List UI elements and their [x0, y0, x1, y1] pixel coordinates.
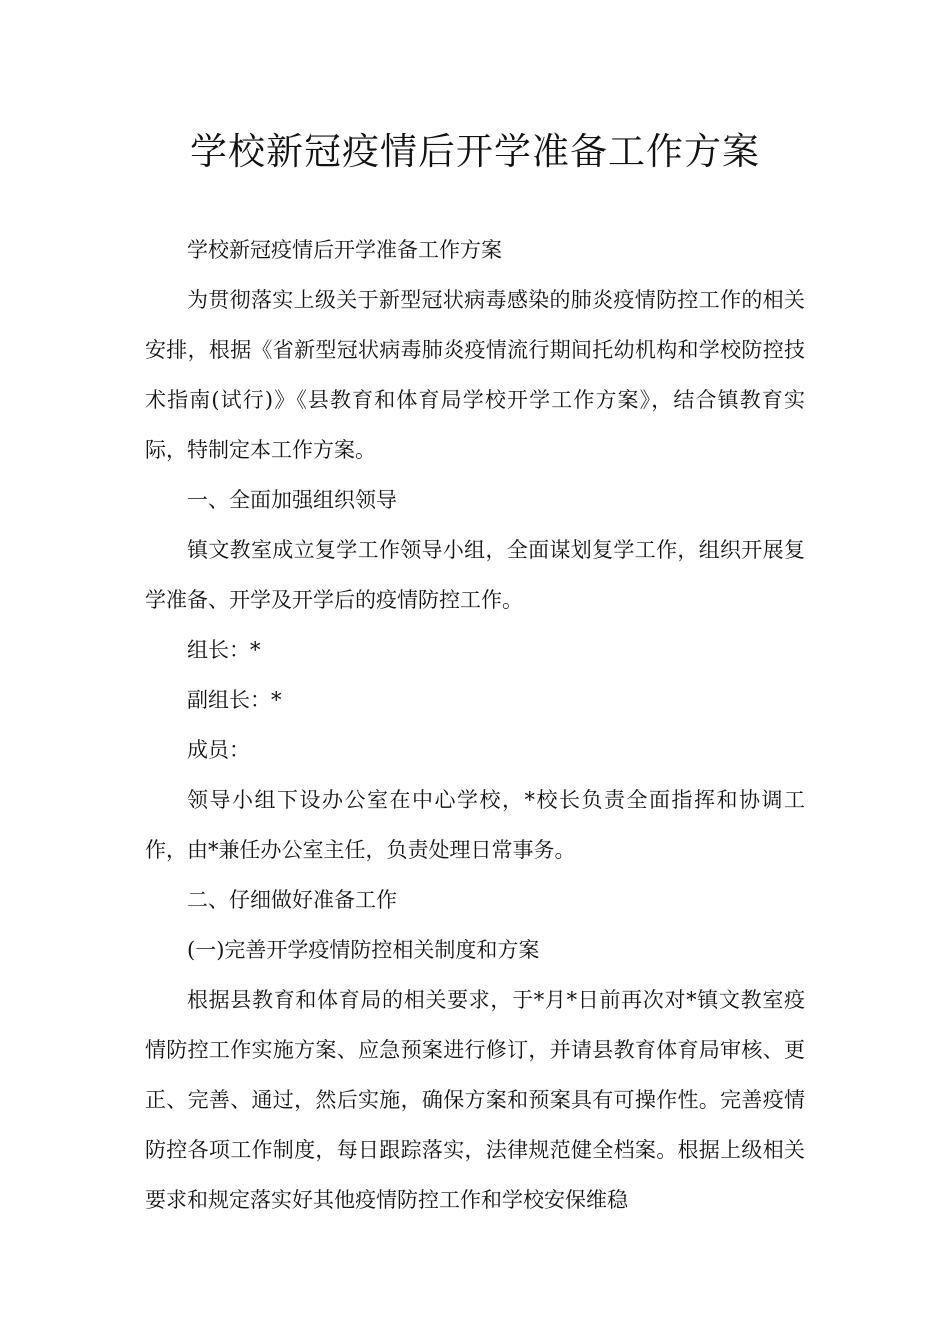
- paragraph-systems: 根据县教育和体育局的相关要求，于*月*日前再次对*镇文教室疫情防控工作实施方案、应急预案进行修订，并请县教育体育局审核、更正、完善、通过，然后实施，确保方案和预案具有可操作性。完善疫情防控各项工作制度，每日跟踪落实，法律规范健全档案。根据上级相关要求和规定落实好其他疫情防控工作和学校安保维稳: [145, 988, 805, 1212]
- section-heading-preparation: 二、仔细做好准备工作: [187, 888, 397, 912]
- document-body: [145, 225, 805, 1225]
- paragraph-office: 领导小组下设办公室在中心学校，*校长负责全面指挥和协调工作，由*兼任办公室主任，负责处理日常事务。: [145, 788, 805, 862]
- paragraph-deputy-leader: 副组长：*: [187, 688, 282, 712]
- paragraph-leadership-group: 镇文教室成立复学工作领导小组，全面谋划复学工作，组织开展复学准备、开学及开学后的疫情防控工作。: [145, 538, 805, 612]
- paragraph-group-leader: 组长：*: [187, 638, 261, 662]
- subsection-heading-systems: (一)完善开学疫情防控相关制度和方案: [187, 938, 540, 962]
- paragraph-members: 成员：: [187, 738, 250, 762]
- section-heading-leadership: 一、全面加强组织领导: [187, 488, 397, 512]
- paragraph-intro: 为贯彻落实上级关于新型冠状病毒感染的肺炎疫情防控工作的相关安排，根据《省新型冠状病毒肺炎疫情流行期间托幼机构和学校防控技术指南(试行)》《县教育和体育局学校开学工作方案》，结合镇教育实际，特制定本工作方案。: [145, 288, 805, 462]
- paragraph-subtitle: 学校新冠疫情后开学准备工作方案: [187, 238, 502, 262]
- document-title: 学校新冠疫情后开学准备工作方案: [190, 130, 760, 173]
